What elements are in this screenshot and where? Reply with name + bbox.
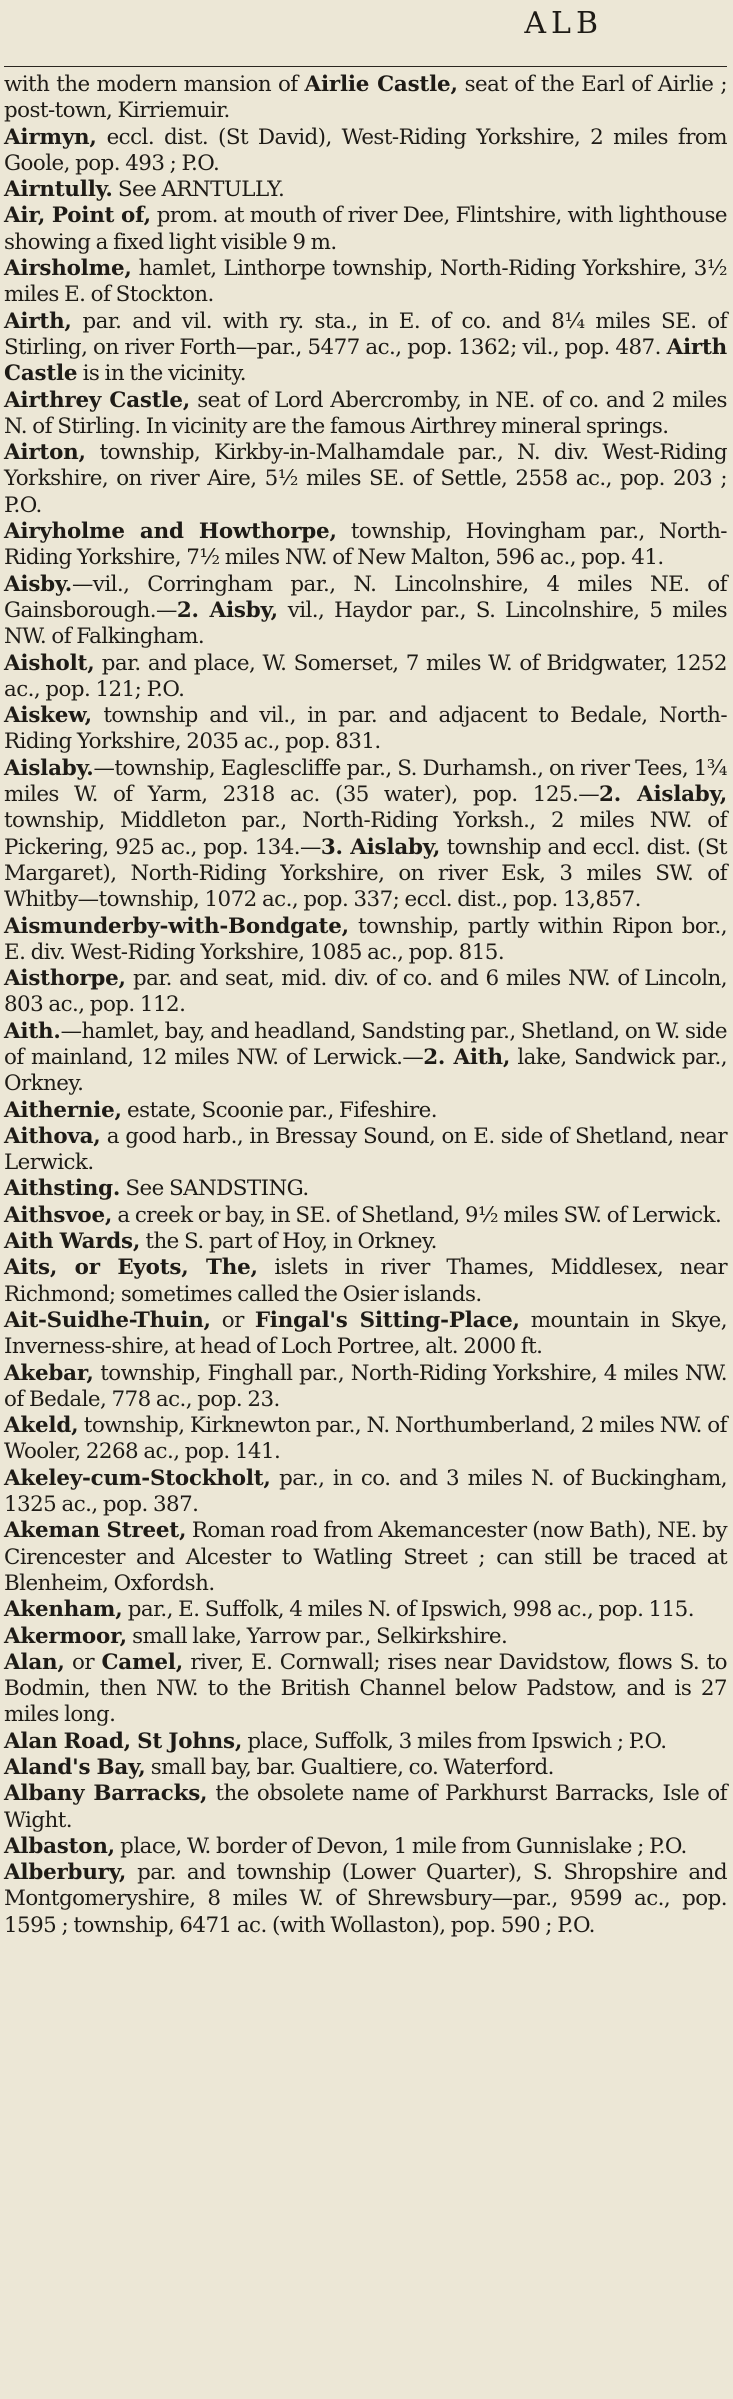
entry-headword: Airmyn, (4, 124, 97, 150)
gazetteer-entry (4, 125, 727, 178)
entry-text: estate, Scoonie par., Fifeshire. (121, 1097, 437, 1123)
entry-text: township, Finghall par., North-Riding Yorkshire, 4 miles NW. of Bedale, 778 ac., pop. 23. (4, 1360, 727, 1412)
running-head: ALB (524, 6, 603, 41)
entry-headword: 2. Aislaby, (599, 782, 727, 808)
entry-headword: Airlie Castle, (304, 72, 458, 97)
entry-headword: Airthrey Castle, (4, 387, 190, 413)
gazetteer-entry (4, 1176, 727, 1202)
entry-text: par., E. Suffolk, 4 miles N. of Ipswich, 998 ac., pop. 115. (122, 1597, 694, 1623)
entry-headword: Camel, (101, 1649, 183, 1675)
gazetteer-entry (4, 1597, 727, 1623)
entry-headword: Aithsvoe, (4, 1202, 113, 1228)
entry-text: place, W. border of Devon, 1 mile from Gunnislake ; P.O. (114, 1833, 687, 1859)
entry-text: Roman road from Akemancester (now Bath), NE. by Cirencester and Alcester to Watling Street ; can still be traced at Blenheim, Oxfordsh. (4, 1518, 727, 1596)
entry-headword: Aislaby. (4, 755, 94, 781)
entry-headword: Airntully. (4, 177, 113, 203)
entry-headword: Aits, or Eyots, The, (4, 1255, 258, 1281)
entry-text: township, Kirknewton par., N. Northumberland, 2 miles NW. of Wooler, 2268 ac., pop. 141. (4, 1413, 727, 1465)
entry-text: —hamlet, bay, and headland, Sandsting par., Shetland, on W. side of mainland, 12 miles NW. of Lerwick.— (4, 1018, 727, 1070)
entry-headword: Alan, (4, 1649, 65, 1675)
entry-text: par. and place, W. Somerset, 7 miles W. of Bridgwater, 1252 ac., pop. 121; P.O. (4, 650, 727, 702)
entry-list (4, 72, 727, 1939)
gazetteer-entry (4, 1019, 727, 1098)
gazetteer-entry (4, 440, 727, 519)
entry-text: par. and seat, mid. div. of co. and 6 miles NW. of Lincoln, 803 ac., pop. 112. (4, 966, 727, 1018)
entry-headword: Air, Point of, (4, 203, 151, 229)
gazetteer-entry (4, 651, 727, 704)
entry-text: a creek or bay, in SE. of Shetland, 9½ miles SW. of Lerwick. (112, 1202, 722, 1228)
entry-headword: Aland's Bay, (4, 1755, 146, 1780)
entry-text: township and vil., in par. and adjacent to Bedale, North-Riding Yorkshire, 2035 ac., pop. 831. (4, 703, 727, 755)
gazetteer-entry (4, 1413, 727, 1466)
entry-headword: Akeman Street, (4, 1518, 187, 1544)
entry-text: See ARNTULLY. (112, 177, 285, 203)
entry-text: the S. part of Hoy, in Orkney. (140, 1229, 437, 1255)
gazetteer-entry (4, 1229, 727, 1255)
gazetteer-entry (4, 756, 727, 914)
gazetteer-entry (4, 388, 727, 441)
entry-headword: Aisholt, (4, 650, 95, 676)
entry-headword: Aithova, (4, 1123, 101, 1149)
entry-text: par. and township (Lower Quarter), S. Shropshire and Montgomeryshire, 8 miles W. of Shrewsbury—par., 9599 ac., pop. 1595 ; township, 6471 ac. (with Wollaston), pop. 590 ; P.O. (4, 1860, 727, 1938)
entry-text: vil., Haydor par., S. Lincolnshire, 5 miles NW. of Falkingham. (4, 597, 728, 650)
entry-headword: Albany Barracks, (4, 1781, 208, 1807)
gazetteer-entry (4, 914, 727, 967)
gazetteer-entry (4, 1518, 727, 1597)
entry-headword: Aithsting. (4, 1176, 121, 1202)
entry-headword: Aith Wards, (4, 1229, 141, 1255)
entry-headword: 3. Aislaby, (320, 834, 441, 860)
entry-text: seat of Lord Abercromby, in NE. of co. and 2 miles N. of Stirling. In vicinity are the famous Airthrey mineral springs. (4, 387, 727, 439)
gazetteer-entry (4, 1255, 727, 1308)
entry-text: seat of the Earl of Airlie ; post-town, Kirriemuir. (4, 72, 727, 124)
gazetteer-entry (4, 1650, 727, 1729)
entry-text: the obsolete name of Parkhurst Barracks, Isle of Wight. (4, 1781, 727, 1833)
gazetteer-entry (4, 203, 727, 256)
entry-headword: Airth Castle (4, 334, 727, 387)
entry-text: par., in co. and 3 miles N. of Buckingham, 1325 ac., pop. 387. (4, 1465, 727, 1518)
entry-text: is in the vicinity. (77, 361, 247, 387)
gazetteer-entry (4, 72, 727, 125)
gazetteer-entry (4, 1308, 727, 1361)
entry-text: or (64, 1649, 102, 1675)
entry-text: —township, Eaglescliffe par., S. Durhamsh., on river Tees, 1¾ miles W. of Yarm, 2318 ac. (35 water), pop. 125.— (4, 755, 727, 808)
entry-headword: Aisby. (4, 571, 72, 597)
entry-headword: 2. Aith, (423, 1044, 511, 1070)
gazetteer-entry (4, 1729, 727, 1755)
gazetteer-entry (4, 1203, 727, 1229)
entry-headword: Airton, (4, 440, 86, 466)
entry-text: river, E. Cornwall; rises near Davidstow, flows S. to Bodmin, then NW. to the British Channel below Padstow, and is 27 miles long. (4, 1649, 727, 1728)
entry-text: a good harb., in Bressay Sound, on E. side of Shetland, near Lerwick. (4, 1123, 727, 1176)
entry-headword: Alan Road, St Johns, (4, 1728, 243, 1754)
entry-text: par. and vil. with ry. sta., in E. of co. and 8¼ miles SE. of Stirling, on river Forth—par., 5477 ac., pop. 1362; vil., pop. 487. (4, 308, 727, 360)
entry-headword: 2. Aisby, (176, 597, 278, 623)
gazetteer-entry (4, 966, 727, 1019)
gazetteer-entry (4, 1781, 727, 1834)
entry-text: township, Kirkby-in-Malhamdale par., N. div. West-Riding Yorkshire, on river Aire, 5½ miles SE. of Settle, 2558 ac., pop. 203 ; P.O. (4, 440, 727, 518)
gazetteer-entry (4, 572, 727, 651)
gazetteer-entry (4, 309, 727, 388)
gazetteer-entry (4, 1755, 727, 1781)
entry-headword: Akeley-cum-Stockholt, (4, 1465, 271, 1491)
entry-text: township and eccl. dist. (St Margaret), North-Riding Yorkshire, on river Esk, 3 miles SW. of Whitby—township, 1072 ac., pop. 337; eccl. dist., pop. 13,857. (4, 834, 727, 913)
entry-text: lake, Sandwick par., Orkney. (4, 1044, 727, 1097)
entry-headword: Akenham, (4, 1597, 123, 1623)
gazetteer-entry (4, 1624, 727, 1650)
entry-headword: Fingal's Sitting-Place, (254, 1307, 520, 1333)
entry-headword: Akebar, (4, 1360, 94, 1386)
gazetteer-entry (4, 1361, 727, 1414)
gazetteer-entry (4, 256, 727, 309)
entry-headword: Alberbury, (4, 1860, 127, 1886)
gazetteer-entry (4, 1098, 727, 1124)
entry-headword: Airth, (4, 308, 72, 334)
entry-headword: Aithernie, (4, 1097, 122, 1123)
gazetteer-entry (4, 1834, 727, 1860)
entry-text: township, Middleton par., North-Riding Yorksh., 2 miles NW. of Pickering, 925 ac., pop. 134.— (4, 808, 727, 860)
entry-headword: Airsholme, (4, 256, 132, 282)
page-header (4, 0, 727, 67)
entry-text: See SANDSTING. (120, 1176, 309, 1202)
gazetteer-entry (4, 519, 727, 572)
entry-text: small bay, bar. Gualtiere, co. Waterford. (145, 1755, 554, 1780)
entry-text: or (210, 1307, 255, 1333)
entry-text: prom. at mouth of river Dee, Flintshire, with lighthouse showing a fixed light visible 9 m. (4, 203, 728, 255)
entry-text: with the modern mansion of (4, 72, 305, 97)
entry-text: islets in river Thames, Middlesex, near Richmond; sometimes called the Osier islands. (4, 1255, 727, 1307)
entry-text: township, partly within Ripon bor., E. div. West-Riding Yorkshire, 1085 ac., pop. 815. (4, 913, 727, 965)
entry-headword: Aismunderby-with-Bondgate, (4, 913, 349, 939)
entry-text: township, Hovingham par., North-Riding Yorkshire, 7½ miles NW. of New Malton, 596 ac., pop. 41. (4, 519, 727, 571)
entry-headword: Akeld, (4, 1413, 79, 1439)
gazetteer-entry (4, 177, 727, 203)
entry-text: hamlet, Linthorpe township, North-Riding Yorkshire, 3½ miles E. of Stockton. (4, 256, 727, 308)
entry-text: —vil., Corringham par., N. Lincolnshire, 4 miles NE. of Gainsborough.— (4, 571, 727, 623)
entry-headword: Aith. (4, 1018, 61, 1044)
entry-text: place, Suffolk, 3 miles from Ipswich ; P.O. (242, 1728, 667, 1754)
entry-text: eccl. dist. (St David), West-Riding Yorkshire, 2 miles from Goole, pop. 493 ; P.O. (4, 124, 727, 176)
entry-headword: Ait-Suidhe-Thuin, (4, 1307, 211, 1333)
entry-headword: Aisthorpe, (4, 966, 126, 992)
entry-headword: Aiskew, (4, 703, 92, 729)
gazetteer-entry (4, 703, 727, 756)
entry-text: mountain in Skye, Inverness-shire, at head of Loch Portree, alt. 2000 ft. (4, 1307, 727, 1360)
gazetteer-entry (4, 1860, 727, 1939)
entry-headword: Airyholme and Howthorpe, (4, 519, 337, 545)
entry-headword: Akermoor, (4, 1623, 127, 1649)
gazetteer-entry (4, 1124, 727, 1177)
gazetteer-entry (4, 1466, 727, 1519)
entry-headword: Albaston, (4, 1833, 115, 1859)
entry-text: small lake, Yarrow par., Selkirkshire. (126, 1623, 508, 1649)
